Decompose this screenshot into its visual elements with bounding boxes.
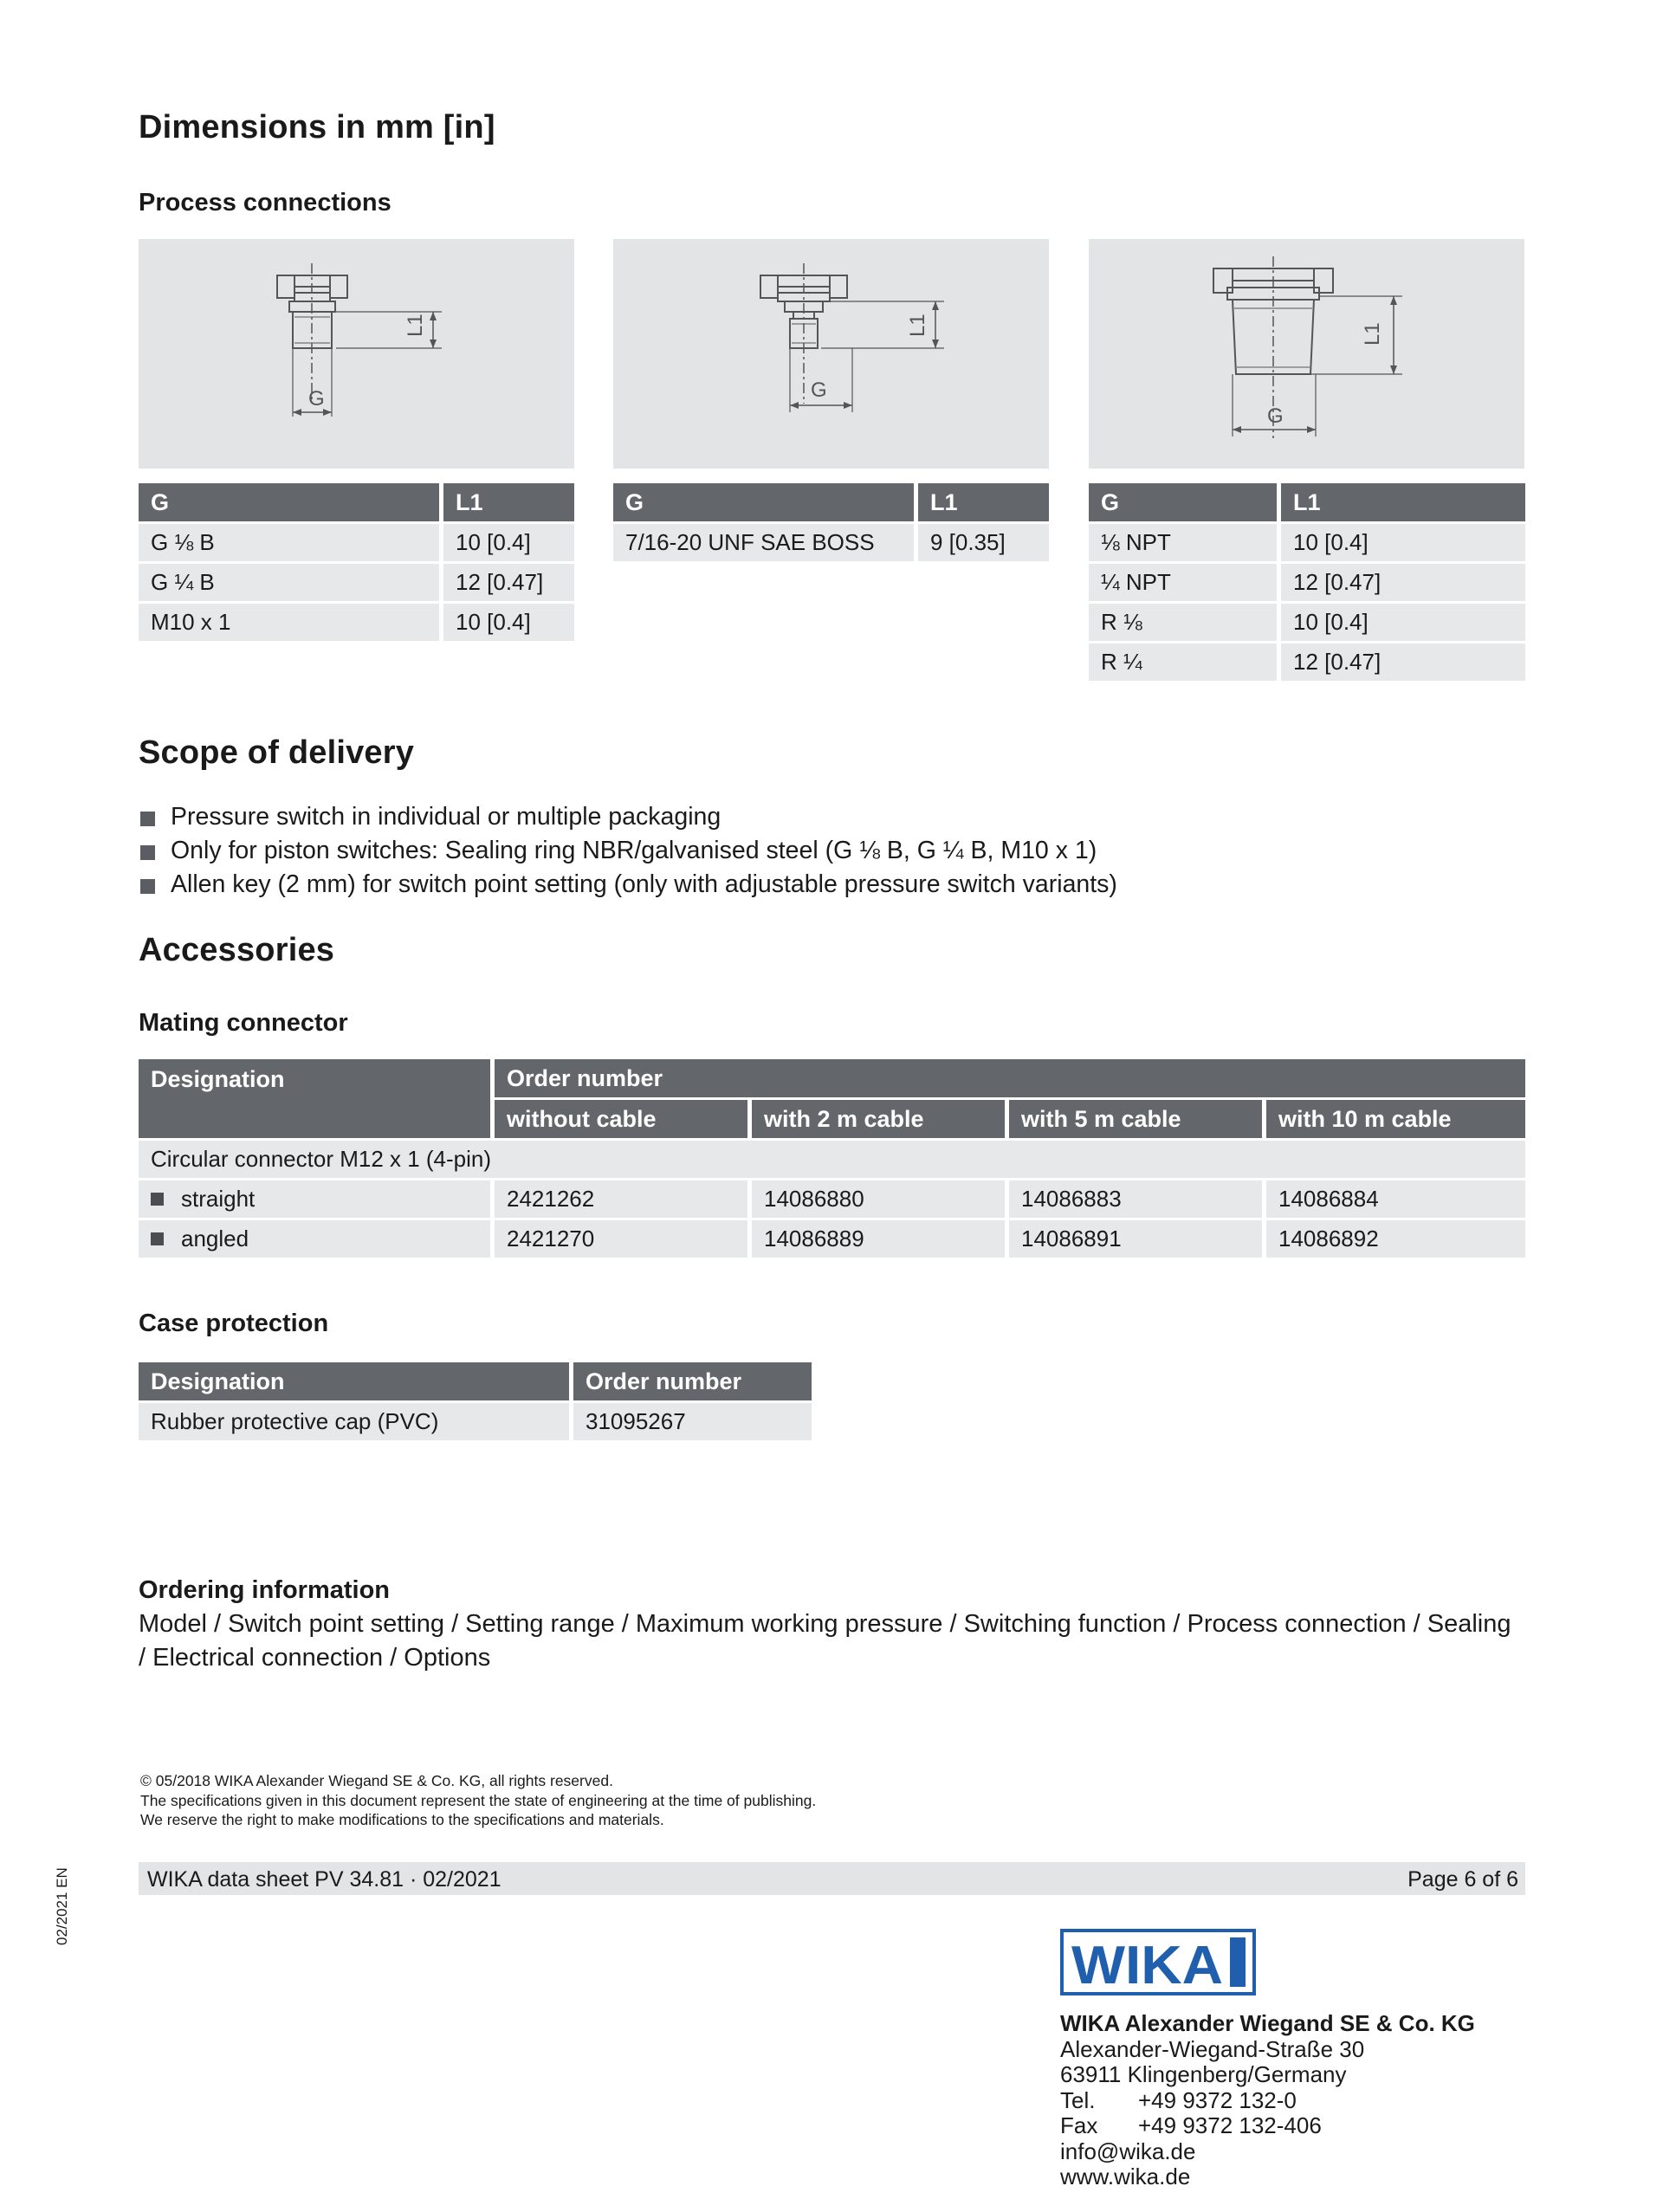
group-label: Circular connector M12 x 1 (4-pin) (139, 1141, 1525, 1180)
cell-l1: 9 [0.35] (918, 524, 1049, 564)
col-header-l1: L1 (1281, 483, 1525, 524)
table-row (139, 604, 574, 644)
cell-order-number: 14086892 (1266, 1220, 1525, 1260)
cell-g: 7/16-20 UNF SAE BOSS (613, 524, 918, 564)
drawing-connection-parallel (139, 239, 574, 469)
wika-logo-text: WIKA (1071, 1936, 1223, 1995)
table-row (613, 524, 1049, 564)
col-header-l1: L1 (443, 483, 574, 524)
cell-g: G ¼ B (139, 564, 443, 604)
section-title-dimensions: Dimensions in mm [in] (139, 109, 495, 146)
cell-order-number: 2421270 (495, 1220, 752, 1260)
cell-order-number: 14086884 (1266, 1180, 1525, 1220)
company-fax (1060, 2113, 1475, 2139)
row-label: angled (181, 1226, 249, 1252)
side-document-code: 02/2021 EN (54, 1867, 70, 1945)
cell-designation: Rubber protective cap (PVC) (139, 1403, 573, 1443)
ordering-text: Model / Switch point setting / Setting range / Maximum working pressure / Switching function / Process connection / Sealing / Electrical connection / Options (139, 1610, 1511, 1672)
drawing-2-svg (613, 239, 1049, 469)
cell-designation (139, 1220, 495, 1260)
company-name: WIKA Alexander Wiegand SE & Co. KG (1060, 2010, 1475, 2036)
ordering-title: Ordering information (139, 1576, 390, 1604)
table-header-row (139, 483, 574, 524)
cell-l1: 10 [0.4] (1281, 524, 1525, 564)
company-street: Alexander-Wiegand-Straße 30 (1060, 2035, 1365, 2062)
cell-l1: 12 [0.47] (1281, 564, 1525, 604)
fax-number: +49 9372 132-406 (1138, 2112, 1322, 2138)
company-city: 63911 Klingenberg/Germany (1060, 2061, 1347, 2087)
section-title-scope: Scope of delivery (139, 734, 415, 771)
cell-l1: 12 [0.47] (443, 564, 574, 604)
table-header-row (613, 483, 1049, 524)
table-npt-threads (1089, 483, 1525, 683)
drawing-3-l1-label: L1 (1361, 322, 1384, 346)
cell-order-number: 14086883 (1009, 1180, 1266, 1220)
company-address (1060, 2011, 1475, 2190)
table-row (139, 1220, 1525, 1260)
table-row (139, 1403, 812, 1443)
fax-label: Fax (1060, 2112, 1098, 2138)
list-item: Allen key (2 mm) for switch point setting (only with adjustable pressure switch variants) (139, 868, 1117, 902)
cell-l1: 12 [0.47] (1281, 644, 1525, 683)
table-row (1089, 524, 1525, 564)
col-header-5m-cable: with 5 m cable (1009, 1100, 1266, 1141)
table-row (139, 524, 574, 564)
table-row (1089, 604, 1525, 644)
cell-order-number: 14086889 (752, 1220, 1009, 1260)
drawing-1-svg (139, 239, 574, 469)
page-number: Page 6 of 6 (1407, 1867, 1518, 1892)
section-title-accessories: Accessories (139, 932, 335, 968)
col-header-designation: Designation (139, 1059, 495, 1141)
company-phone (1060, 2088, 1475, 2114)
subtitle-mating-connector: Mating connector (139, 1009, 348, 1037)
col-header-2m-cable: with 2 m cable (752, 1100, 1009, 1141)
table-row (139, 564, 574, 604)
cell-g: ¼ NPT (1089, 564, 1281, 604)
table-row (1089, 564, 1525, 604)
legal-line: The specifications given in this document represent the state of engineering at the time of publishing. (140, 1791, 817, 1809)
table-mating-connector (139, 1059, 1525, 1260)
col-header-order-number: Order number (495, 1059, 1525, 1100)
table-parallel-threads (139, 483, 574, 644)
phone-number: +49 9372 132-0 (1138, 2086, 1297, 2113)
drawing-connection-unf (613, 239, 1049, 469)
table-unf-threads (613, 483, 1049, 564)
cell-designation (139, 1180, 495, 1220)
drawing-2-g-label: G (811, 378, 827, 402)
drawing-2-l1-label: L1 (906, 314, 929, 337)
company-email[interactable]: info@wika.de (1060, 2138, 1196, 2164)
col-header-g: G (139, 483, 443, 524)
table-group-row (139, 1141, 1525, 1180)
cell-order-number: 14086891 (1009, 1220, 1266, 1260)
bullet-square-icon (151, 1193, 164, 1206)
cell-l1: 10 [0.4] (1281, 604, 1525, 644)
drawing-3-svg (1089, 239, 1524, 469)
cell-order-number: 14086880 (752, 1180, 1009, 1220)
table-header-row (139, 1059, 1525, 1100)
cell-g: R ¼ (1089, 644, 1281, 683)
drawing-1-g-label: G (308, 387, 325, 411)
legal-line: © 05/2018 WIKA Alexander Wiegand SE & Co. KG, all rights reserved. (140, 1772, 613, 1789)
table-row (1089, 644, 1525, 683)
cell-g: ⅛ NPT (1089, 524, 1281, 564)
drawing-1-l1-label: L1 (404, 314, 427, 337)
col-header-g: G (613, 483, 918, 524)
datasheet-reference: WIKA data sheet PV 34.81 · 02/2021 (147, 1867, 501, 1892)
company-website[interactable]: www.wika.de (1060, 2163, 1191, 2189)
table-case-protection (139, 1362, 812, 1443)
cell-l1: 10 [0.4] (443, 604, 574, 644)
legal-notice (140, 1771, 816, 1830)
subtitle-case-protection: Case protection (139, 1310, 329, 1337)
col-header-g: G (1089, 483, 1281, 524)
wika-logo (1060, 1929, 1256, 1995)
drawing-3-g-label: G (1267, 404, 1284, 428)
row-label: straight (181, 1186, 256, 1212)
col-header-without-cable: without cable (495, 1100, 752, 1141)
legal-line: We reserve the right to make modifications to the specifications and materials. (140, 1811, 664, 1828)
table-header-row (1089, 483, 1525, 524)
table-header-row (139, 1362, 812, 1403)
subtitle-process-connections: Process connections (139, 189, 391, 217)
scope-list (139, 800, 1117, 902)
cell-g: R ⅛ (1089, 604, 1281, 644)
table-row (139, 1180, 1525, 1220)
cell-g: G ⅛ B (139, 524, 443, 564)
col-header-designation: Designation (139, 1362, 573, 1403)
cell-g: M10 x 1 (139, 604, 443, 644)
phone-label: Tel. (1060, 2086, 1096, 2113)
footer-bar (139, 1862, 1525, 1895)
bullet-square-icon (151, 1232, 164, 1245)
col-header-10m-cable: with 10 m cable (1266, 1100, 1525, 1141)
col-header-l1: L1 (918, 483, 1049, 524)
drawing-connection-npt (1089, 239, 1524, 469)
list-item: Pressure switch in individual or multiple packaging (139, 800, 1117, 834)
col-header-order-number: Order number (573, 1362, 812, 1403)
list-item: Only for piston switches: Sealing ring NBR/galvanised steel (G ⅛ B, G ¼ B, M10 x 1) (139, 834, 1117, 868)
cell-order-number: 31095267 (573, 1403, 812, 1443)
cell-l1: 10 [0.4] (443, 524, 574, 564)
cell-order-number: 2421262 (495, 1180, 752, 1220)
